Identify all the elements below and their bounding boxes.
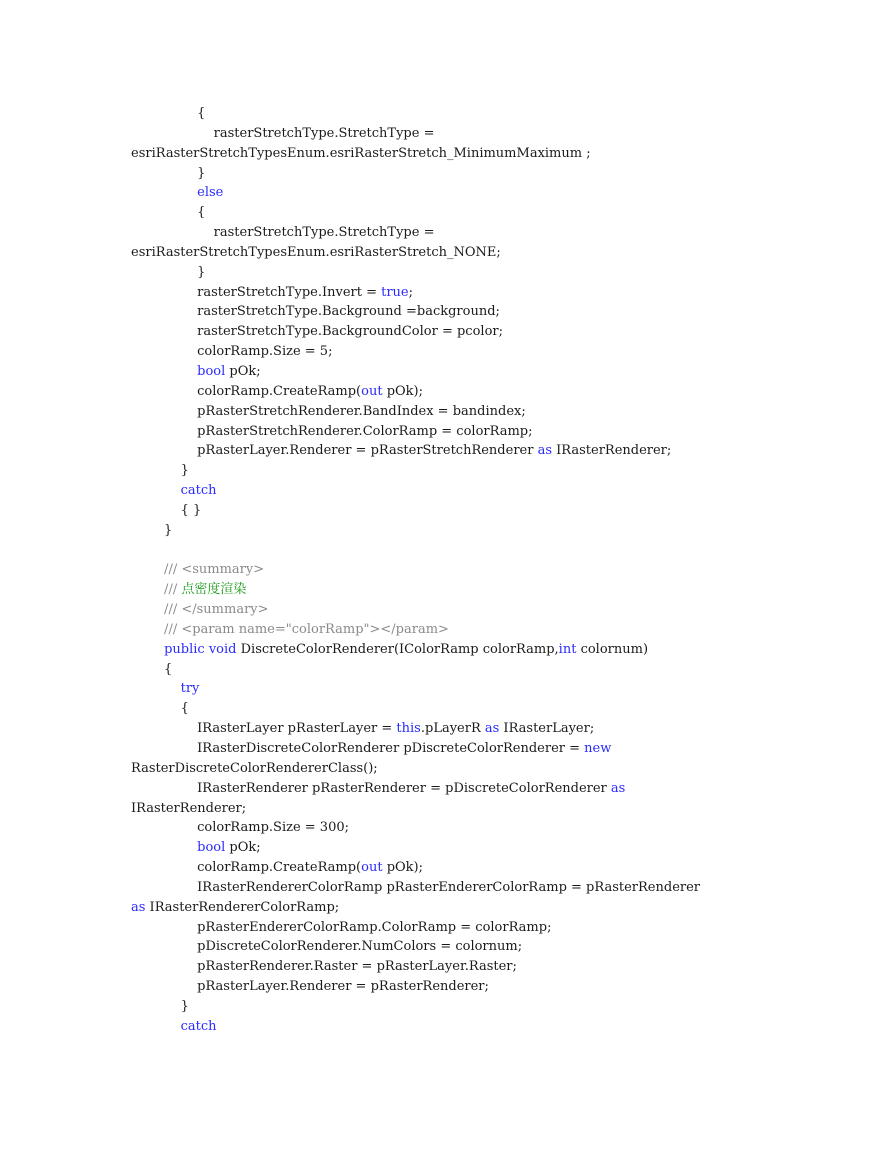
code-keyword: catch xyxy=(180,1018,217,1034)
code-line xyxy=(131,660,771,680)
code-text: pRasterRenderer.Raster = pRasterLayer.Raster; xyxy=(131,959,517,975)
code-text: colorRamp.Size = 300; xyxy=(131,820,349,836)
code-line xyxy=(131,322,771,342)
code-keyword: as xyxy=(537,443,552,459)
code-text: RasterDiscreteColorRendererClass(); xyxy=(131,760,378,776)
code-text: DiscreteColorRenderer(IColorRamp colorRamp, xyxy=(236,641,559,657)
code-text: IRasterDiscreteColorRenderer pDiscreteColorRenderer = xyxy=(131,741,585,756)
code-keyword: catch xyxy=(180,483,217,499)
code-comment: /// xyxy=(131,602,182,618)
code-text xyxy=(131,840,197,855)
code-text: IRasterLayer; xyxy=(499,721,595,737)
code-listing xyxy=(131,104,771,1037)
code-line xyxy=(131,124,771,144)
code-line xyxy=(131,422,771,442)
code-keyword: as xyxy=(610,780,626,796)
code-line xyxy=(131,580,771,600)
code-line xyxy=(131,779,771,799)
code-text: colorRamp.CreateRamp( xyxy=(131,383,362,399)
code-text: } xyxy=(131,165,206,181)
code-keyword: this xyxy=(396,721,421,737)
code-text: { xyxy=(131,205,206,221)
code-text: { xyxy=(131,106,206,121)
code-line xyxy=(131,699,771,719)
code-line xyxy=(131,560,771,580)
code-text xyxy=(131,483,181,498)
code-text: } xyxy=(131,522,173,538)
code-line xyxy=(131,997,771,1017)
code-comment: 点密度渲染 xyxy=(181,582,247,598)
code-text: pRasterLayer.Renderer = pRasterRenderer; xyxy=(131,979,489,995)
code-keyword: public xyxy=(164,641,205,657)
code-line xyxy=(131,838,771,858)
code-text: IRasterRendererColorRamp pRasterEndererColorRamp = pRasterRenderer xyxy=(131,879,701,895)
code-text: rasterStretchType.Background =background; xyxy=(131,304,500,320)
code-text: pDiscreteColorRenderer.NumColors = colornum; xyxy=(131,939,523,955)
code-line xyxy=(131,858,771,878)
code-text: } xyxy=(131,264,206,280)
code-text: colorRamp.Size = 5; xyxy=(131,344,333,360)
code-line xyxy=(131,283,771,303)
code-line xyxy=(131,441,771,461)
code-comment: <param name="colorRamp"></param> xyxy=(181,621,449,637)
code-comment: /// xyxy=(131,582,182,598)
code-line xyxy=(131,937,771,957)
code-line xyxy=(131,878,771,898)
code-line xyxy=(131,640,771,660)
code-text: esriRasterStretchTypesEnum.esriRasterStretch_MinimumMaximum ; xyxy=(131,145,591,161)
code-line xyxy=(131,521,771,541)
code-text: pOk); xyxy=(382,860,424,876)
code-text: } xyxy=(131,998,189,1014)
code-text: { xyxy=(131,661,173,677)
code-text xyxy=(131,681,181,696)
code-line xyxy=(131,957,771,977)
code-text: IRasterLayer pRasterLayer = xyxy=(131,721,397,737)
code-text: { } xyxy=(131,502,202,518)
code-keyword: out xyxy=(361,860,383,876)
code-line xyxy=(131,679,771,699)
code-text: IRasterRenderer; xyxy=(552,443,672,459)
code-text: ; xyxy=(408,284,414,300)
code-line xyxy=(131,183,771,203)
code-line xyxy=(131,461,771,481)
code-keyword: try xyxy=(180,681,200,697)
code-text: IRasterRendererColorRamp; xyxy=(145,899,340,915)
code-keyword: out xyxy=(361,383,383,399)
code-text: pOk); xyxy=(382,383,424,399)
code-line xyxy=(131,739,771,759)
code-text: rasterStretchType.Invert = xyxy=(131,284,382,300)
code-line xyxy=(131,362,771,382)
code-line xyxy=(131,144,771,164)
code-line xyxy=(131,799,771,819)
code-line xyxy=(131,263,771,283)
code-text: colorRamp.CreateRamp( xyxy=(131,860,362,876)
code-text: .pLayerR xyxy=(420,721,485,737)
code-text: IRasterRenderer pRasterRenderer = pDiscreteColorRenderer xyxy=(131,780,611,796)
code-keyword: void xyxy=(208,641,237,657)
code-line xyxy=(131,342,771,362)
code-text: rasterStretchType.BackgroundColor = pcolor; xyxy=(131,324,503,340)
code-line xyxy=(131,818,771,838)
code-line xyxy=(131,223,771,243)
code-line xyxy=(131,541,771,561)
code-text: pOk; xyxy=(225,363,261,379)
code-text xyxy=(131,642,164,657)
code-comment: /// xyxy=(131,562,182,578)
code-line xyxy=(131,501,771,521)
code-line xyxy=(131,164,771,184)
code-line xyxy=(131,759,771,779)
code-line xyxy=(131,898,771,918)
code-text xyxy=(131,1019,181,1034)
code-line xyxy=(131,977,771,997)
code-text: pRasterLayer.Renderer = pRasterStretchRenderer xyxy=(131,443,538,459)
code-text: pRasterStretchRenderer.ColorRamp = colorRamp; xyxy=(131,423,533,439)
code-comment: <summary> xyxy=(181,562,265,578)
code-text: pRasterStretchRenderer.BandIndex = bandindex; xyxy=(131,403,526,419)
code-line xyxy=(131,1017,771,1037)
code-keyword: bool xyxy=(197,363,226,379)
code-keyword: int xyxy=(558,641,577,657)
code-text: } xyxy=(131,463,189,479)
code-line xyxy=(131,402,771,422)
code-line xyxy=(131,243,771,263)
code-text: rasterStretchType.StretchType = xyxy=(131,125,435,141)
code-keyword: else xyxy=(197,185,224,201)
code-text: pOk; xyxy=(225,840,261,856)
code-text: { xyxy=(131,701,189,717)
code-line xyxy=(131,600,771,620)
code-text xyxy=(131,185,197,200)
code-line xyxy=(131,620,771,640)
code-text xyxy=(131,364,197,379)
code-line xyxy=(131,918,771,938)
code-keyword: true xyxy=(381,284,409,300)
code-text: colornum) xyxy=(576,641,649,657)
code-text: pRasterEndererColorRamp.ColorRamp = colorRamp; xyxy=(131,919,552,935)
code-comment: </summary> xyxy=(181,602,269,618)
code-keyword: as xyxy=(484,721,500,737)
code-text: IRasterRenderer; xyxy=(131,800,247,816)
code-line xyxy=(131,481,771,501)
code-keyword: bool xyxy=(197,840,226,856)
code-line xyxy=(131,104,771,124)
code-text: esriRasterStretchTypesEnum.esriRasterStretch_NONE; xyxy=(131,244,501,260)
code-line xyxy=(131,719,771,739)
code-comment: /// xyxy=(131,621,182,637)
code-line xyxy=(131,382,771,402)
code-text: rasterStretchType.StretchType = xyxy=(131,225,435,241)
code-keyword: new xyxy=(584,741,612,756)
code-line xyxy=(131,203,771,223)
code-line xyxy=(131,302,771,322)
code-keyword: as xyxy=(131,899,146,915)
